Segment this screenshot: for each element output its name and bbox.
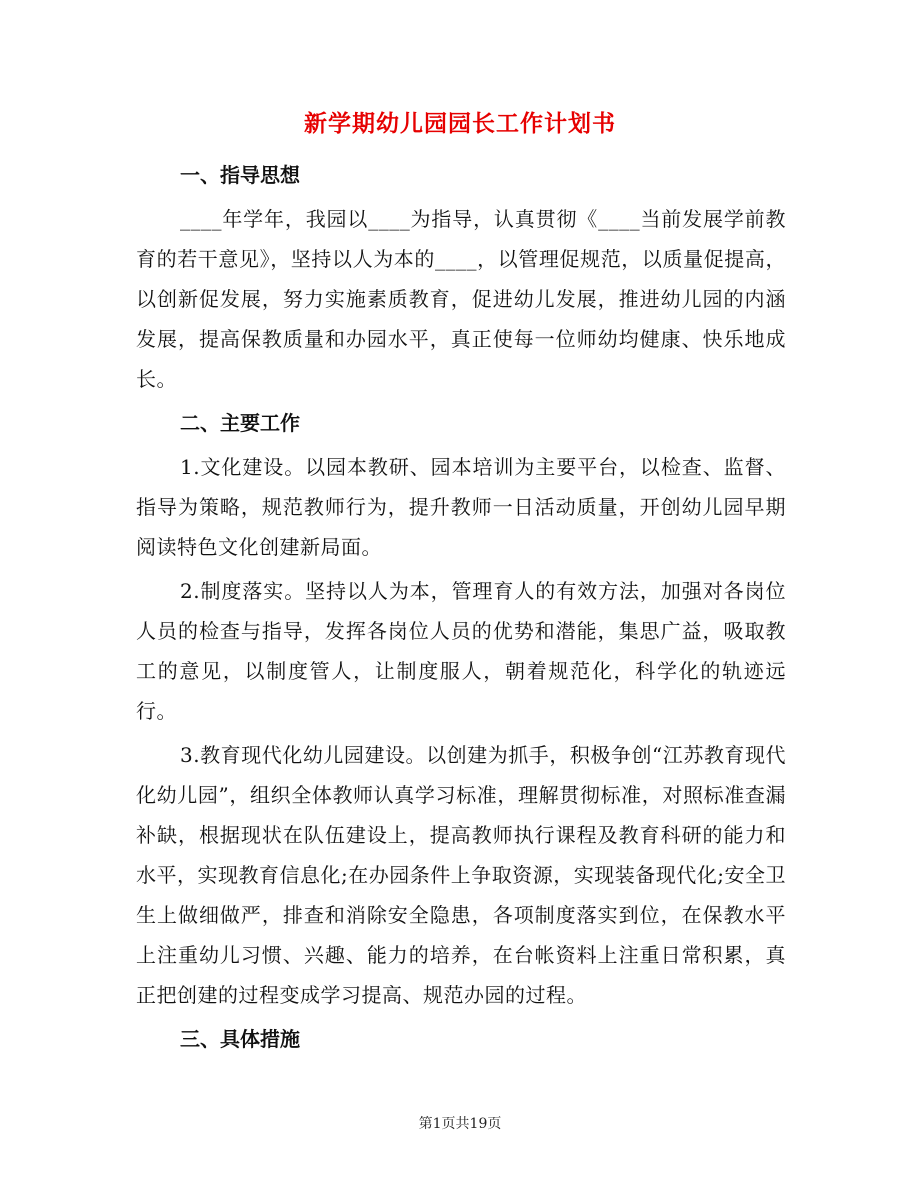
section-heading-main-work: 二、主要工作 — [180, 411, 300, 435]
document-title: 新学期幼儿园园长工作计划书 — [304, 110, 616, 137]
paragraph-culture-building: 1.文化建设。以园本教研、园本培训为主要平台，以检查、监督、指导为策略，规范教师行为，提升教师一日活动质量，开创幼儿园早期阅读特色文化创建新局面。 — [136, 455, 786, 559]
page-number-footer: 第1页共19页 — [418, 1116, 502, 1132]
section-heading-guiding-ideology: 一、指导思想 — [180, 163, 300, 187]
paragraph-system-implementation: 2.制度落实。坚持以人为本，管理育人的有效方法，加强对各岗位人员的检查与指导，发挥各岗位人员的优势和潜能，集思广益，吸取教工的意见，以制度管人，让制度服人，朝着规范化，科学化的轨迹远行。 — [136, 579, 786, 723]
paragraph-modernization-building: 3.教育现代化幼儿园建设。以创建为抓手，积极争创“江苏教育现代化幼儿园”，组织全体教师认真学习标准，理解贯彻标准，对照标准查漏补缺，根据现状在队伍建设上，提高教师执行课程及教育科研的能力和水平，实现教育信息化;在办园条件上争取资源，实现装备现代化;安全卫生上做细做严，排查和消除安全隐患，各项制度落实到位，在保教水平上注重幼儿习惯、兴趣、能力的培养，在台帐资料上注重日常积累，真正把创建的过程变成学习提高、规范办园的过程。 — [136, 743, 786, 1007]
paragraph-guiding-ideology: ____年学年，我园以____为指导，认真贯彻《____当前发展学前教育的若干意见》，坚持以人为本的____，以管理促规范，以质量促提高，以创新促发展，努力实施素质教育，促进幼儿发展，推进幼儿园的内涵发展，提高保教质量和办园水平，真正使每一位师幼均健康、快乐地成长。 — [136, 207, 786, 391]
section-heading-specific-measures: 三、具体措施 — [180, 1027, 300, 1051]
document-body — [136, 155, 786, 1063]
